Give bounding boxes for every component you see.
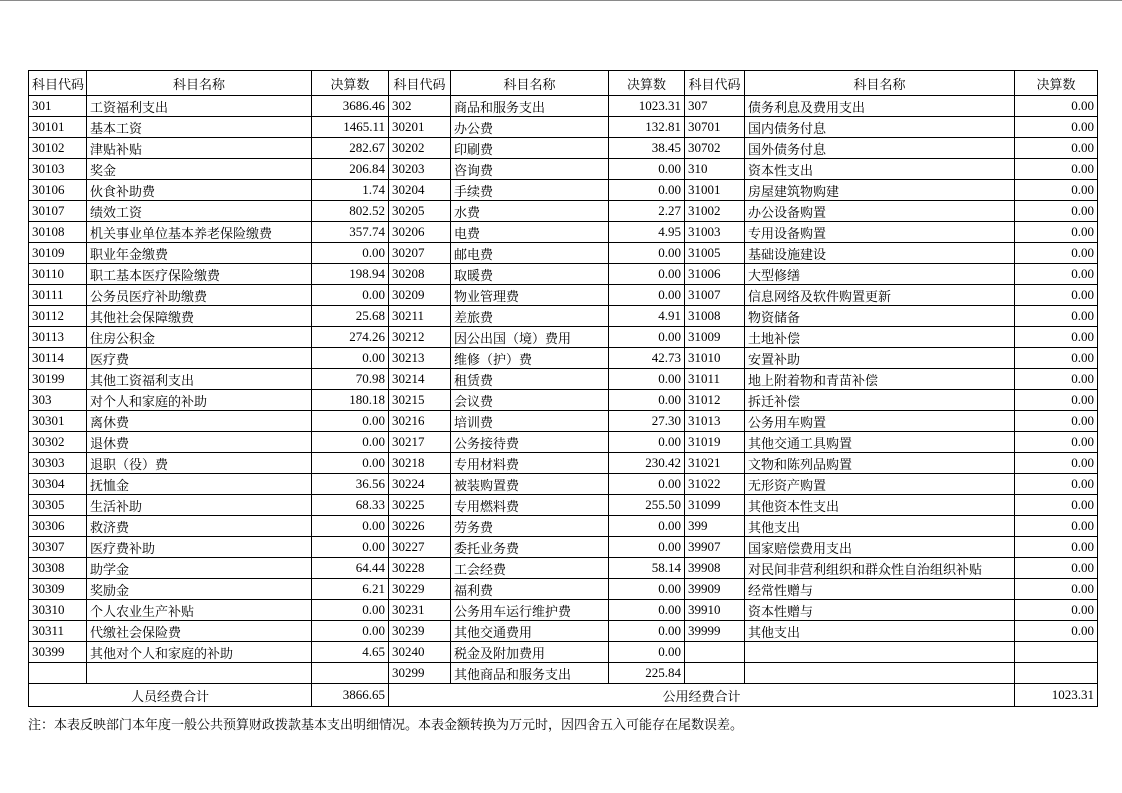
subject-name-cell: 大型修缮 (745, 264, 1015, 285)
subject-code-cell: 30199 (29, 369, 87, 390)
header-subject-code: 科目代码 (685, 71, 745, 96)
subject-name-cell: 退职（役）费 (87, 453, 312, 474)
subject-code-cell: 30240 (389, 642, 451, 663)
subject-code-cell: 30226 (389, 516, 451, 537)
subject-name-cell: 职工基本医疗保险缴费 (87, 264, 312, 285)
subject-name-cell: 办公费 (451, 117, 609, 138)
subject-value-cell: 0.00 (1015, 222, 1098, 243)
subject-code-cell: 30217 (389, 432, 451, 453)
subject-code-cell: 303 (29, 390, 87, 411)
subject-code-cell: 31005 (685, 243, 745, 264)
table-row (29, 243, 1098, 264)
subject-value-cell: 0.00 (1015, 600, 1098, 621)
subject-value-cell: 0.00 (312, 285, 389, 306)
subject-code-cell: 30228 (389, 558, 451, 579)
subject-value-cell: 0.00 (1015, 474, 1098, 495)
subject-name-cell: 税金及附加费用 (451, 642, 609, 663)
subject-name-cell: 其他社会保障缴费 (87, 306, 312, 327)
subject-value-cell: 64.44 (312, 558, 389, 579)
subject-name-cell: 资本性支出 (745, 159, 1015, 180)
subject-value-cell: 0.00 (609, 243, 685, 264)
subject-code-cell: 30207 (389, 243, 451, 264)
subject-name-cell: 国外债务付息 (745, 138, 1015, 159)
subject-name-cell: 国家赔偿费用支出 (745, 537, 1015, 558)
subject-code-cell: 30106 (29, 180, 87, 201)
header-final-amount: 决算数 (1015, 71, 1098, 96)
subject-name-cell: 救济费 (87, 516, 312, 537)
subject-code-cell: 30304 (29, 474, 87, 495)
subject-code-cell: 30303 (29, 453, 87, 474)
subject-name-cell (745, 642, 1015, 663)
subject-name-cell: 资本性赠与 (745, 600, 1015, 621)
page-top-border (0, 0, 1122, 1)
subject-value-cell: 357.74 (312, 222, 389, 243)
table-row (29, 306, 1098, 327)
budget-sheet (28, 70, 1097, 733)
subject-code-cell: 30227 (389, 537, 451, 558)
header-final-amount: 决算数 (609, 71, 685, 96)
subject-code-cell: 30113 (29, 327, 87, 348)
subject-name-cell: 津贴补贴 (87, 138, 312, 159)
subject-code-cell: 39910 (685, 600, 745, 621)
table-row (29, 117, 1098, 138)
subject-value-cell: 0.00 (312, 411, 389, 432)
header-subject-code: 科目代码 (29, 71, 87, 96)
personnel-total-label: 人员经费合计 (29, 684, 312, 707)
subject-code-cell: 31007 (685, 285, 745, 306)
subject-value-cell: 255.50 (609, 495, 685, 516)
subject-name-cell: 维修（护）费 (451, 348, 609, 369)
subject-name-cell: 对民间非营利组织和群众性自治组织补贴 (745, 558, 1015, 579)
subject-name-cell: 邮电费 (451, 243, 609, 264)
subject-name-cell: 代缴社会保险费 (87, 621, 312, 642)
subject-code-cell: 30216 (389, 411, 451, 432)
table-row (29, 264, 1098, 285)
subject-code-cell: 30201 (389, 117, 451, 138)
subject-value-cell: 4.65 (312, 642, 389, 663)
subject-name-cell: 公务员医疗补助缴费 (87, 285, 312, 306)
subject-name-cell: 咨询费 (451, 159, 609, 180)
subject-code-cell: 30212 (389, 327, 451, 348)
subject-name-cell: 公务接待费 (451, 432, 609, 453)
table-row (29, 390, 1098, 411)
subject-value-cell: 0.00 (1015, 432, 1098, 453)
subject-code-cell: 301 (29, 96, 87, 117)
subject-name-cell: 公务用车购置 (745, 411, 1015, 432)
subject-code-cell (685, 663, 745, 684)
subject-value-cell: 206.84 (312, 159, 389, 180)
subject-code-cell: 30111 (29, 285, 87, 306)
table-row (29, 411, 1098, 432)
subject-name-cell: 办公设备购置 (745, 201, 1015, 222)
subject-code-cell: 30211 (389, 306, 451, 327)
subject-code-cell: 30231 (389, 600, 451, 621)
subject-code-cell: 30224 (389, 474, 451, 495)
subject-value-cell: 0.00 (1015, 180, 1098, 201)
subject-value-cell: 58.14 (609, 558, 685, 579)
subject-value-cell: 0.00 (312, 453, 389, 474)
subject-name-cell: 其他商品和服务支出 (451, 663, 609, 684)
subject-name-cell: 地上附着物和青苗补偿 (745, 369, 1015, 390)
subject-name-cell: 劳务费 (451, 516, 609, 537)
subject-value-cell: 0.00 (609, 327, 685, 348)
table-row (29, 579, 1098, 600)
subject-code-cell: 30701 (685, 117, 745, 138)
subject-value-cell: 0.00 (1015, 96, 1098, 117)
subject-code-cell: 31013 (685, 411, 745, 432)
subject-value-cell: 0.00 (1015, 537, 1098, 558)
subject-code-cell: 31019 (685, 432, 745, 453)
subject-code-cell: 30310 (29, 600, 87, 621)
subject-code-cell: 30202 (389, 138, 451, 159)
subject-value-cell: 0.00 (1015, 348, 1098, 369)
personnel-total-value: 3866.65 (312, 684, 389, 707)
table-row (29, 159, 1098, 180)
subject-code-cell: 30306 (29, 516, 87, 537)
table-row (29, 348, 1098, 369)
table-row (29, 474, 1098, 495)
subject-name-cell: 印刷费 (451, 138, 609, 159)
subject-code-cell: 30205 (389, 201, 451, 222)
subject-code-cell: 31021 (685, 453, 745, 474)
subject-name-cell: 无形资产购置 (745, 474, 1015, 495)
subject-name-cell: 土地补偿 (745, 327, 1015, 348)
subject-name-cell: 债务利息及费用支出 (745, 96, 1015, 117)
subject-name-cell: 物资储备 (745, 306, 1015, 327)
subject-code-cell: 31001 (685, 180, 745, 201)
subject-value-cell: 0.00 (1015, 264, 1098, 285)
subject-code-cell: 31003 (685, 222, 745, 243)
subject-code-cell: 30307 (29, 537, 87, 558)
subject-value-cell: 0.00 (609, 600, 685, 621)
subject-value-cell: 0.00 (609, 621, 685, 642)
subject-name-cell: 会议费 (451, 390, 609, 411)
basic-expenditure-table (28, 70, 1098, 707)
subject-value-cell: 36.56 (312, 474, 389, 495)
subject-value-cell: 0.00 (609, 537, 685, 558)
subject-name-cell: 取暖费 (451, 264, 609, 285)
subject-value-cell: 0.00 (1015, 327, 1098, 348)
table-row (29, 180, 1098, 201)
table-row (29, 621, 1098, 642)
table-row (29, 96, 1098, 117)
public-total-value: 1023.31 (1015, 684, 1098, 707)
table-row (29, 327, 1098, 348)
subject-code-cell: 30311 (29, 621, 87, 642)
subject-value-cell: 0.00 (609, 264, 685, 285)
table-row (29, 600, 1098, 621)
subject-name-cell: 医疗费 (87, 348, 312, 369)
subject-name-cell: 专用材料费 (451, 453, 609, 474)
subject-name-cell (87, 663, 312, 684)
subject-value-cell (1015, 663, 1098, 684)
subject-value-cell: 42.73 (609, 348, 685, 369)
subject-name-cell: 水费 (451, 201, 609, 222)
subject-name-cell: 抚恤金 (87, 474, 312, 495)
subject-code-cell: 30102 (29, 138, 87, 159)
subject-value-cell: 0.00 (312, 516, 389, 537)
subject-name-cell: 其他工资福利支出 (87, 369, 312, 390)
subject-code-cell: 30305 (29, 495, 87, 516)
subject-value-cell: 0.00 (609, 285, 685, 306)
subject-code-cell: 30702 (685, 138, 745, 159)
subject-name-cell: 其他支出 (745, 516, 1015, 537)
subject-name-cell: 奖金 (87, 159, 312, 180)
subject-code-cell: 30108 (29, 222, 87, 243)
subject-code-cell: 30399 (29, 642, 87, 663)
subject-value-cell: 0.00 (1015, 243, 1098, 264)
subject-name-cell: 其他支出 (745, 621, 1015, 642)
subject-code-cell: 39907 (685, 537, 745, 558)
subject-name-cell: 奖励金 (87, 579, 312, 600)
subject-value-cell: 0.00 (1015, 579, 1098, 600)
subject-code-cell: 31012 (685, 390, 745, 411)
subject-value-cell: 180.18 (312, 390, 389, 411)
table-row (29, 432, 1098, 453)
subject-code-cell: 30103 (29, 159, 87, 180)
subject-value-cell: 0.00 (312, 621, 389, 642)
subject-name-cell: 专用燃料费 (451, 495, 609, 516)
subject-name-cell: 住房公积金 (87, 327, 312, 348)
subject-name-cell: 工会经费 (451, 558, 609, 579)
subject-value-cell: 0.00 (609, 432, 685, 453)
subject-code-cell: 31011 (685, 369, 745, 390)
subject-code-cell: 30301 (29, 411, 87, 432)
subject-code-cell: 30299 (389, 663, 451, 684)
subject-value-cell: 0.00 (312, 600, 389, 621)
subject-name-cell: 房屋建筑物购建 (745, 180, 1015, 201)
subject-code-cell: 310 (685, 159, 745, 180)
subject-code-cell: 302 (389, 96, 451, 117)
subject-code-cell: 30302 (29, 432, 87, 453)
public-total-label: 公用经费合计 (389, 684, 1015, 707)
subject-value-cell: 4.95 (609, 222, 685, 243)
subject-code-cell: 30209 (389, 285, 451, 306)
footnote: 注：本表反映部门本年度一般公共预算财政拨款基本支出明细情况。本表金额转换为万元时，因四舍五入可能存在尾数误差。 (28, 717, 744, 732)
subject-code-cell: 31008 (685, 306, 745, 327)
subject-value-cell: 6.21 (312, 579, 389, 600)
subject-name-cell: 手续费 (451, 180, 609, 201)
subject-value-cell: 0.00 (1015, 138, 1098, 159)
subject-code-cell: 30110 (29, 264, 87, 285)
subject-name-cell: 经常性赠与 (745, 579, 1015, 600)
subject-value-cell: 0.00 (312, 432, 389, 453)
subject-name-cell: 离休费 (87, 411, 312, 432)
subject-value-cell: 0.00 (1015, 516, 1098, 537)
subject-code-cell: 30208 (389, 264, 451, 285)
subject-value-cell: 27.30 (609, 411, 685, 432)
subject-value-cell: 1.74 (312, 180, 389, 201)
subject-code-cell: 30203 (389, 159, 451, 180)
subject-value-cell: 282.67 (312, 138, 389, 159)
table-row (29, 558, 1098, 579)
table-row (29, 516, 1098, 537)
subject-value-cell (312, 663, 389, 684)
subject-value-cell (1015, 642, 1098, 663)
subject-code-cell: 30206 (389, 222, 451, 243)
subject-name-cell: 委托业务费 (451, 537, 609, 558)
subject-name-cell: 信息网络及软件购置更新 (745, 285, 1015, 306)
table-row (29, 495, 1098, 516)
subject-name-cell: 基础设施建设 (745, 243, 1015, 264)
subject-name-cell: 职业年金缴费 (87, 243, 312, 264)
subject-value-cell: 1465.11 (312, 117, 389, 138)
subject-name-cell: 其他对个人和家庭的补助 (87, 642, 312, 663)
subject-value-cell: 0.00 (1015, 285, 1098, 306)
subject-value-cell: 68.33 (312, 495, 389, 516)
subject-value-cell: 0.00 (1015, 201, 1098, 222)
subject-name-cell: 其他交通费用 (451, 621, 609, 642)
subject-value-cell: 0.00 (1015, 369, 1098, 390)
subject-code-cell: 31002 (685, 201, 745, 222)
subject-name-cell: 其他资本性支出 (745, 495, 1015, 516)
subject-name-cell: 租赁费 (451, 369, 609, 390)
subject-code-cell: 31009 (685, 327, 745, 348)
subject-name-cell: 退休费 (87, 432, 312, 453)
subject-value-cell: 0.00 (609, 369, 685, 390)
subject-value-cell: 4.91 (609, 306, 685, 327)
subject-value-cell: 0.00 (609, 579, 685, 600)
subject-name-cell: 医疗费补助 (87, 537, 312, 558)
header-final-amount: 决算数 (312, 71, 389, 96)
subject-name-cell: 公务用车运行维护费 (451, 600, 609, 621)
subject-code-cell: 30239 (389, 621, 451, 642)
subject-code-cell: 307 (685, 96, 745, 117)
subject-name-cell: 国内债务付息 (745, 117, 1015, 138)
subject-code-cell: 31010 (685, 348, 745, 369)
table-row (29, 537, 1098, 558)
subject-value-cell: 0.00 (609, 180, 685, 201)
subject-value-cell: 230.42 (609, 453, 685, 474)
subject-value-cell: 0.00 (312, 243, 389, 264)
subject-code-cell: 31022 (685, 474, 745, 495)
subject-name-cell: 绩效工资 (87, 201, 312, 222)
subject-value-cell: 0.00 (1015, 558, 1098, 579)
subject-value-cell: 0.00 (609, 390, 685, 411)
subject-name-cell: 助学金 (87, 558, 312, 579)
subject-code-cell: 30109 (29, 243, 87, 264)
subject-name-cell: 文物和陈列品购置 (745, 453, 1015, 474)
table-row (29, 222, 1098, 243)
subject-name-cell: 被装购置费 (451, 474, 609, 495)
totals-row (29, 684, 1098, 707)
subject-value-cell: 0.00 (1015, 306, 1098, 327)
subject-name-cell: 其他交通工具购置 (745, 432, 1015, 453)
header-row (29, 71, 1098, 96)
subject-code-cell: 30218 (389, 453, 451, 474)
subject-value-cell: 0.00 (609, 159, 685, 180)
subject-value-cell: 802.52 (312, 201, 389, 222)
subject-value-cell: 3686.46 (312, 96, 389, 117)
subject-code-cell: 30308 (29, 558, 87, 579)
subject-code-cell: 30215 (389, 390, 451, 411)
subject-code-cell: 30213 (389, 348, 451, 369)
subject-value-cell: 0.00 (1015, 495, 1098, 516)
table-row (29, 642, 1098, 663)
table-row (29, 285, 1098, 306)
subject-code-cell (29, 663, 87, 684)
subject-name-cell: 基本工资 (87, 117, 312, 138)
header-subject-code: 科目代码 (389, 71, 451, 96)
table-row (29, 663, 1098, 684)
subject-code-cell: 31099 (685, 495, 745, 516)
subject-value-cell: 38.45 (609, 138, 685, 159)
subject-value-cell: 0.00 (1015, 453, 1098, 474)
subject-value-cell: 274.26 (312, 327, 389, 348)
subject-value-cell: 70.98 (312, 369, 389, 390)
subject-code-cell: 30112 (29, 306, 87, 327)
subject-name-cell (745, 663, 1015, 684)
table-row (29, 453, 1098, 474)
subject-value-cell: 0.00 (1015, 411, 1098, 432)
header-subject-name: 科目名称 (87, 71, 312, 96)
subject-code-cell: 30101 (29, 117, 87, 138)
subject-code-cell: 39999 (685, 621, 745, 642)
subject-code-cell: 30309 (29, 579, 87, 600)
subject-code-cell: 30107 (29, 201, 87, 222)
subject-value-cell: 0.00 (312, 537, 389, 558)
subject-code-cell: 30114 (29, 348, 87, 369)
table-row (29, 138, 1098, 159)
subject-value-cell: 225.84 (609, 663, 685, 684)
subject-value-cell: 1023.31 (609, 96, 685, 117)
subject-code-cell: 30204 (389, 180, 451, 201)
subject-code-cell: 30225 (389, 495, 451, 516)
subject-name-cell: 专用设备购置 (745, 222, 1015, 243)
subject-code-cell (685, 642, 745, 663)
subject-code-cell: 30229 (389, 579, 451, 600)
subject-name-cell: 伙食补助费 (87, 180, 312, 201)
subject-value-cell: 0.00 (1015, 621, 1098, 642)
subject-name-cell: 生活补助 (87, 495, 312, 516)
subject-name-cell: 对个人和家庭的补助 (87, 390, 312, 411)
subject-value-cell: 25.68 (312, 306, 389, 327)
header-subject-name: 科目名称 (451, 71, 609, 96)
subject-code-cell: 39908 (685, 558, 745, 579)
subject-code-cell: 30214 (389, 369, 451, 390)
subject-name-cell: 差旅费 (451, 306, 609, 327)
subject-value-cell: 0.00 (1015, 159, 1098, 180)
table-row (29, 201, 1098, 222)
subject-name-cell: 电费 (451, 222, 609, 243)
subject-value-cell: 132.81 (609, 117, 685, 138)
subject-code-cell: 31006 (685, 264, 745, 285)
subject-name-cell: 商品和服务支出 (451, 96, 609, 117)
subject-name-cell: 培训费 (451, 411, 609, 432)
subject-value-cell: 0.00 (609, 516, 685, 537)
subject-name-cell: 拆迁补偿 (745, 390, 1015, 411)
subject-code-cell: 39909 (685, 579, 745, 600)
subject-value-cell: 198.94 (312, 264, 389, 285)
table-row (29, 369, 1098, 390)
subject-name-cell: 物业管理费 (451, 285, 609, 306)
subject-name-cell: 工资福利支出 (87, 96, 312, 117)
subject-value-cell: 0.00 (1015, 390, 1098, 411)
subject-name-cell: 因公出国（境）费用 (451, 327, 609, 348)
subject-value-cell: 0.00 (312, 348, 389, 369)
subject-name-cell: 机关事业单位基本养老保险缴费 (87, 222, 312, 243)
subject-value-cell: 0.00 (609, 474, 685, 495)
subject-value-cell: 0.00 (1015, 117, 1098, 138)
subject-value-cell: 2.27 (609, 201, 685, 222)
subject-value-cell: 0.00 (609, 642, 685, 663)
subject-name-cell: 福利费 (451, 579, 609, 600)
header-subject-name: 科目名称 (745, 71, 1015, 96)
subject-code-cell: 399 (685, 516, 745, 537)
subject-name-cell: 安置补助 (745, 348, 1015, 369)
subject-name-cell: 个人农业生产补贴 (87, 600, 312, 621)
